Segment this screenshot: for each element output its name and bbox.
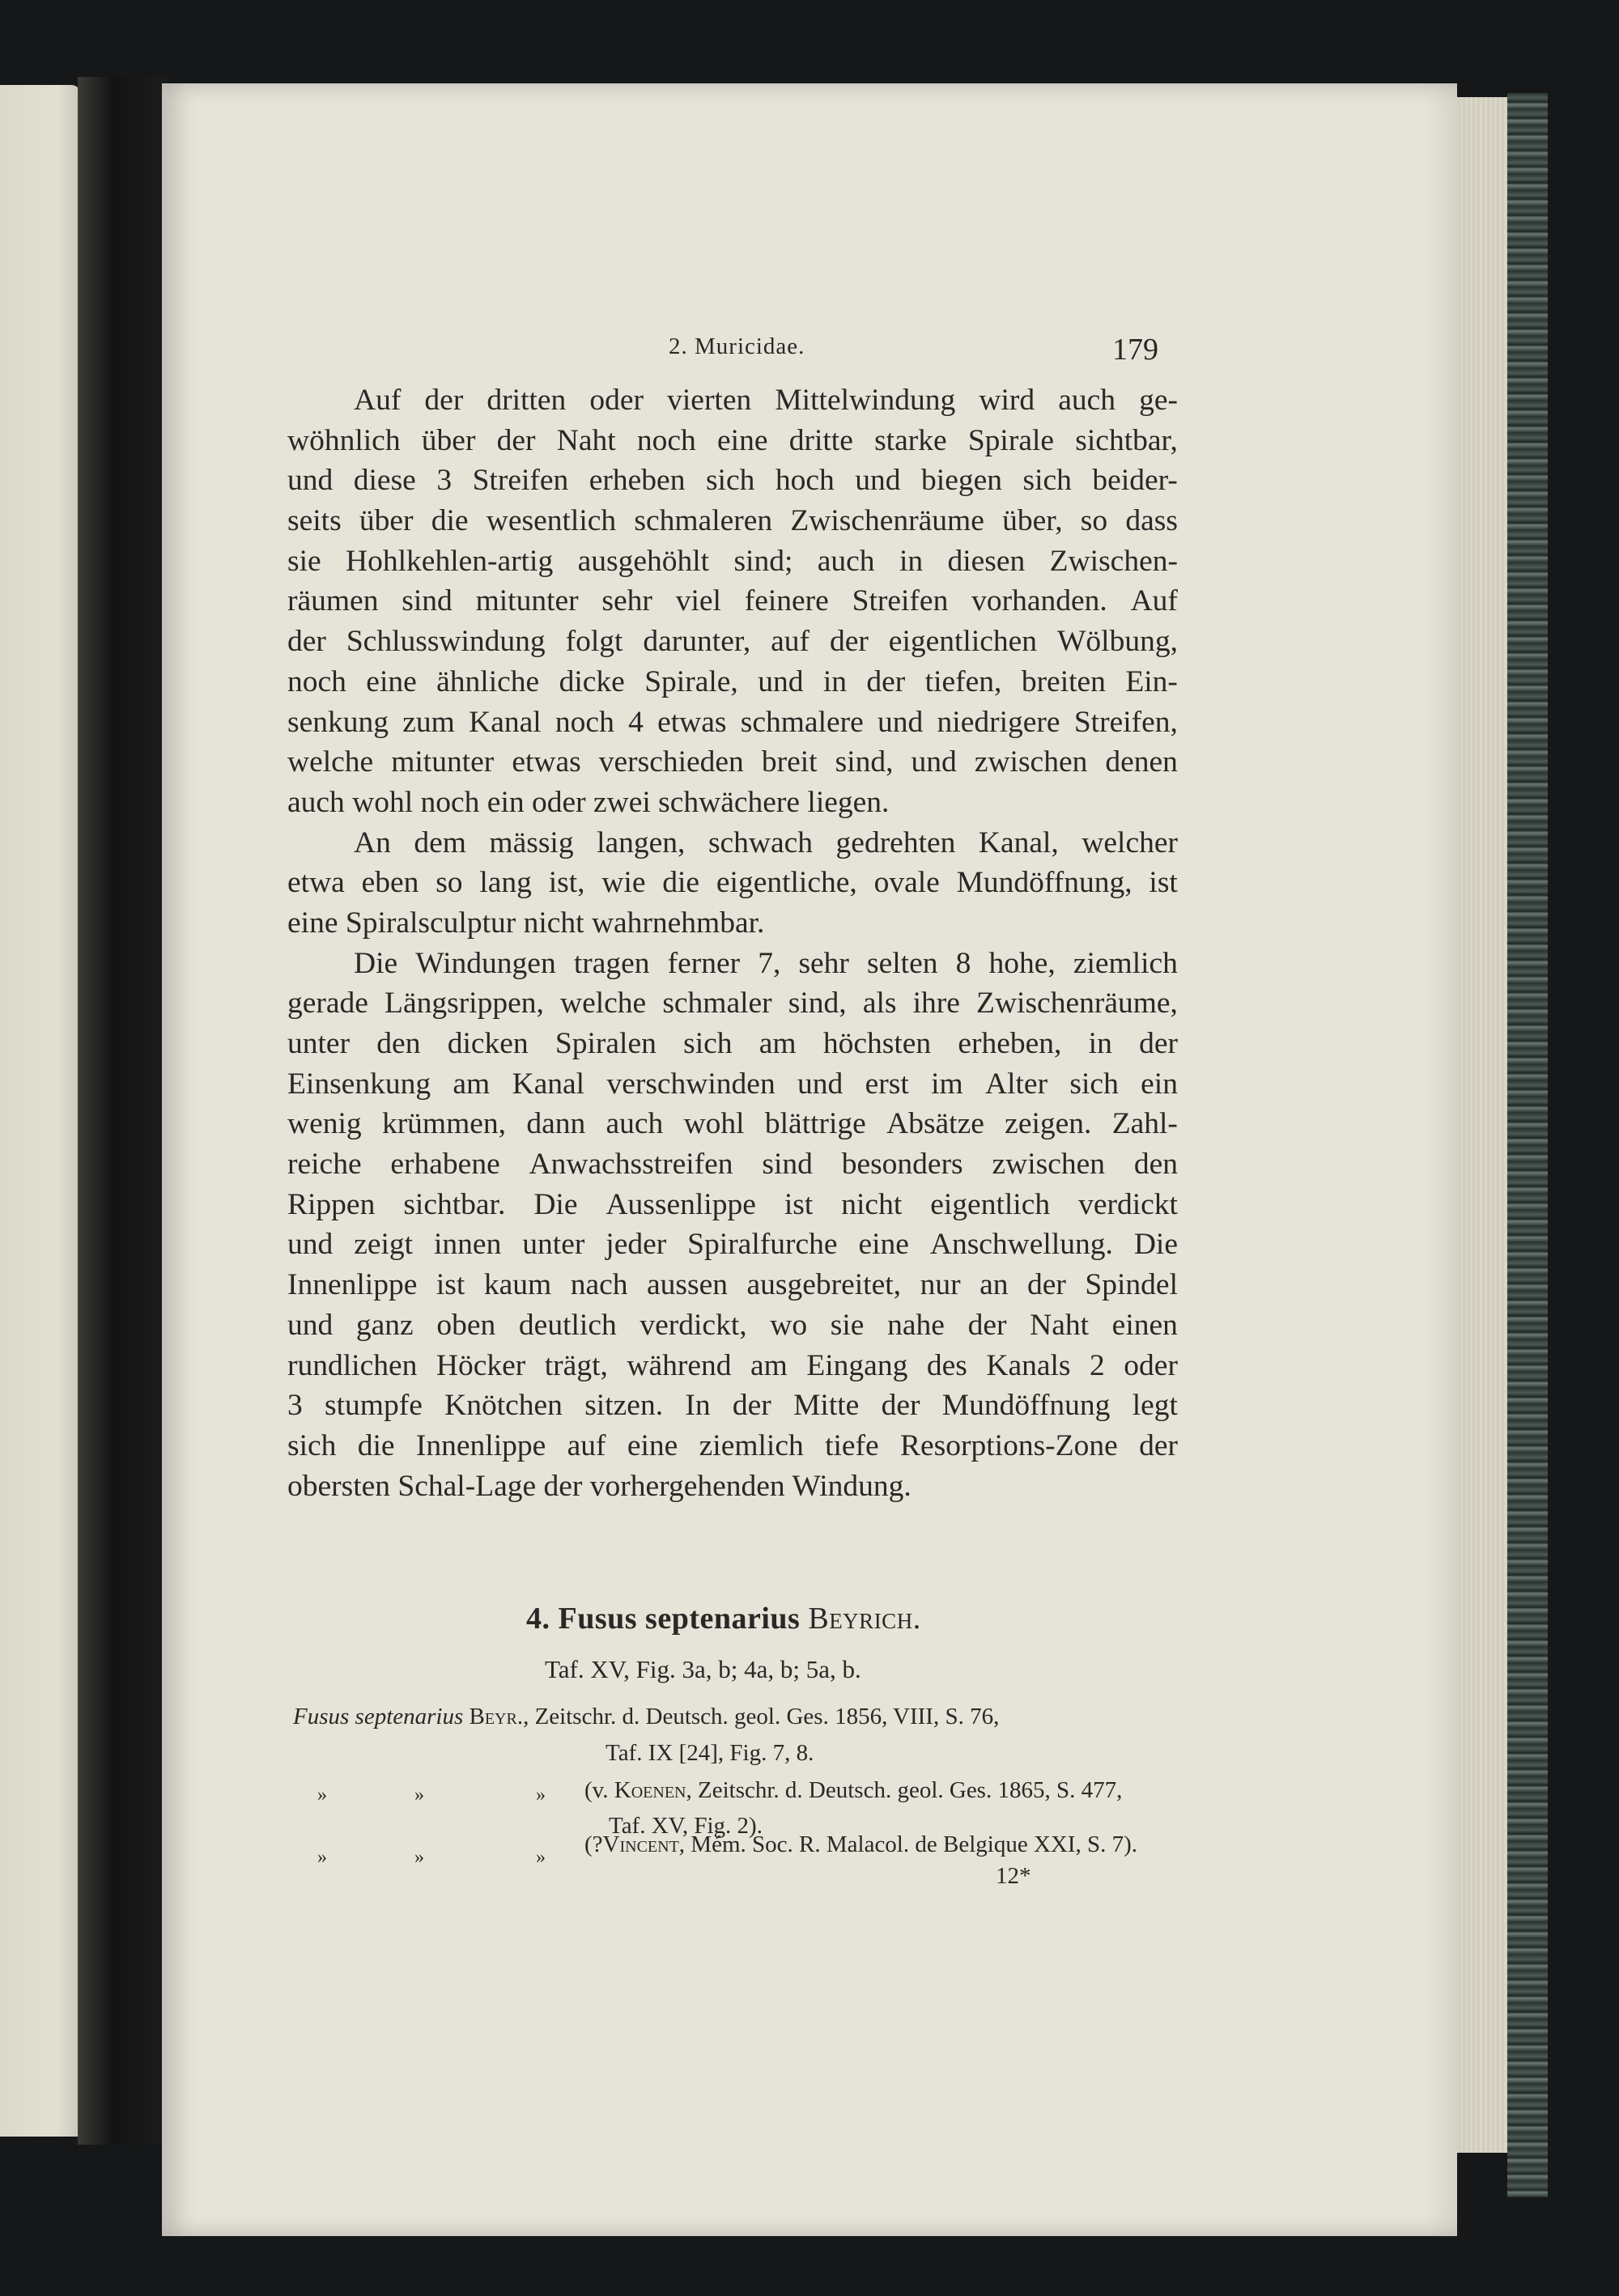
synonym-author: Koenen, [614, 1777, 692, 1803]
word: reiche [287, 1148, 362, 1182]
word: auch [606, 1107, 664, 1141]
synonymy-line-1 [293, 1704, 999, 1730]
word: zwischen [992, 1148, 1105, 1182]
word: eine [366, 664, 417, 698]
word: ausgehöhlt [577, 544, 710, 578]
synonymy-line-2 [584, 1777, 1122, 1804]
word: aussen [647, 1268, 728, 1302]
word: höchsten [822, 1027, 932, 1060]
word: sich [1022, 464, 1072, 498]
text-line [287, 702, 1178, 743]
text-line [287, 421, 1178, 461]
word: Resorptions-Zone [900, 1428, 1118, 1462]
word: denen [1105, 745, 1178, 779]
synonym-name: Fusus septenarius [293, 1704, 464, 1729]
synonym-author: Beyr., [469, 1704, 529, 1729]
word: der [866, 664, 906, 698]
word: senkung [287, 705, 389, 739]
word: des [926, 1348, 967, 1382]
word: Spindel [1085, 1268, 1178, 1302]
word: Höcker [436, 1348, 526, 1382]
word: Die [1133, 1228, 1178, 1262]
word: in [822, 664, 847, 698]
word: unter [522, 1228, 585, 1262]
word: die [662, 866, 700, 900]
text-line [287, 823, 1178, 864]
text-line [287, 1346, 1178, 1386]
synonym-reference: Mém. Soc. R. Malacol. de Belgique XXI, S. 7). [691, 1831, 1138, 1857]
word: den [376, 1027, 421, 1060]
word: 3 [287, 1389, 303, 1423]
word: sehr [798, 946, 849, 980]
word: gerade [287, 987, 368, 1021]
book-cover-edge [1507, 93, 1548, 2197]
word: biegen [921, 464, 1002, 498]
word: und [287, 464, 334, 498]
word: Spirale, [644, 664, 738, 698]
word: tragen [573, 946, 650, 980]
word: der [732, 1389, 771, 1423]
word: Eingang [806, 1348, 908, 1382]
word: diese [353, 464, 416, 498]
word: krümmen, [381, 1107, 507, 1141]
word: eben [361, 866, 419, 900]
text-line [287, 501, 1178, 541]
word: starke [874, 423, 947, 457]
word: besonders [841, 1148, 963, 1182]
word: so [1080, 504, 1108, 538]
word: erheben [589, 464, 686, 498]
word: oben [436, 1308, 496, 1342]
word: noch [636, 423, 696, 457]
text-line [287, 380, 1178, 421]
word: zeigt [354, 1228, 414, 1262]
word: zeigen. [1005, 1107, 1092, 1141]
text-line [287, 983, 1178, 1024]
word: während [627, 1348, 732, 1382]
text-line [287, 1305, 1178, 1346]
word: An [354, 825, 391, 859]
synonymy-line-1-cont: Taf. IX [24], Fig. 7, 8. [606, 1740, 814, 1766]
word: etwas [512, 745, 581, 779]
word: selten [867, 946, 938, 980]
page-number: 179 [1112, 333, 1158, 367]
text-line [287, 1144, 1178, 1185]
word: ge- [1139, 384, 1178, 417]
word: Rippen [287, 1187, 376, 1221]
word: an [979, 1268, 1009, 1302]
word: Zwischenräume [790, 504, 984, 538]
word: der [967, 1308, 1007, 1342]
word: die [431, 504, 469, 538]
word: ziemlich [1073, 946, 1178, 980]
word: ferner [667, 946, 741, 980]
text-line [287, 1104, 1178, 1144]
word: dritten [487, 384, 567, 417]
word: mitunter [391, 745, 495, 779]
previous-page-edge [0, 85, 81, 2137]
word: wohl [683, 1107, 745, 1141]
word: räumen [287, 584, 379, 618]
word: Windungen [415, 946, 556, 980]
ditto-mark: » [317, 1785, 327, 1806]
word: schmaleren [634, 504, 773, 538]
word: über [359, 504, 414, 538]
plate-reference: Taf. XV, Fig. 3a, b; 4a, b; 5a, b. [545, 1655, 861, 1683]
word: verdickt, [640, 1308, 747, 1342]
text-line [287, 944, 1178, 984]
word: wird [979, 384, 1035, 417]
synonym-prefix: (v. [584, 1777, 609, 1803]
word: Aussenlippe [606, 1187, 756, 1221]
running-title: 2. Muricidae. [669, 333, 805, 359]
word: wie [601, 866, 646, 900]
word: im [931, 1067, 963, 1101]
word: ist [1149, 866, 1178, 900]
word: am [453, 1067, 491, 1101]
ditto-mark: » [414, 1847, 424, 1868]
word: Absätze [886, 1107, 984, 1141]
word: der [829, 625, 869, 659]
book-gutter [78, 77, 167, 2145]
word: Die [354, 946, 398, 980]
word: verdickt [1078, 1187, 1178, 1221]
word: diesen [947, 544, 1026, 578]
word: etwa [287, 866, 345, 900]
word: Kanal [469, 705, 542, 739]
word: darunter, [643, 625, 751, 659]
word: eigentlichen [888, 625, 1038, 659]
word: zwischen [974, 745, 1088, 779]
word: der [496, 423, 536, 457]
word: Streifen, [1073, 705, 1178, 739]
word: sind; [733, 544, 793, 578]
word: sind [762, 1148, 813, 1182]
word: Innenlippe [287, 1268, 418, 1302]
word: 3 [436, 464, 453, 498]
ditto-mark: » [317, 1847, 327, 1868]
word: auch [1058, 384, 1115, 417]
word: noch [555, 705, 614, 739]
word: wesentlich [486, 504, 617, 538]
word: wenig [287, 1107, 362, 1141]
word: Zwischenräume, [976, 987, 1178, 1021]
word: 7, [758, 946, 781, 980]
word: tiefen, [924, 664, 1002, 698]
word: so [436, 866, 463, 900]
text-line [287, 1224, 1178, 1265]
species-name: Fusus septenarius [558, 1602, 801, 1636]
synonymy-line-2-cont: Taf. XV, Fig. 2). [609, 1813, 763, 1839]
text-line [287, 1185, 1178, 1225]
word: eigentlich [930, 1187, 1051, 1221]
synonym-prefix: (? [584, 1831, 603, 1857]
word: dass [1125, 504, 1178, 538]
word: welche [287, 745, 374, 779]
word: sind, [835, 745, 894, 779]
word: als [862, 987, 897, 1021]
word: nahe [887, 1308, 945, 1342]
word: legt [1132, 1389, 1178, 1423]
word: breiten [1021, 664, 1106, 698]
word: innen [434, 1228, 502, 1262]
word: ausgebreitet, [746, 1268, 902, 1302]
word: ovale [873, 866, 940, 900]
page-block-edge [1457, 97, 1512, 2153]
word: der [1139, 1027, 1178, 1060]
word: 2 [1090, 1348, 1105, 1382]
word: auf [567, 1428, 606, 1462]
species-author: Beyrich. [808, 1602, 921, 1636]
word: der [287, 625, 326, 659]
word: noch [287, 664, 346, 698]
word: jeder [606, 1228, 667, 1262]
word: ist [436, 1268, 465, 1302]
word: nicht [841, 1187, 903, 1221]
word: auch [817, 544, 875, 578]
word: am [750, 1348, 788, 1382]
word: folgt [565, 625, 623, 659]
word: den [1133, 1148, 1178, 1182]
text-line [287, 742, 1178, 783]
word: sich [1069, 1067, 1119, 1101]
text-line [287, 662, 1178, 702]
word: eine [627, 1428, 678, 1462]
word: Naht [556, 423, 616, 457]
text-line [287, 541, 1178, 582]
word: Alter [985, 1067, 1048, 1101]
word: Spiralen [555, 1027, 657, 1060]
synonym-author: Vincent, [602, 1831, 686, 1857]
word: Einsenkung [287, 1067, 431, 1101]
word: rundlichen [287, 1348, 418, 1382]
text-line [287, 1265, 1178, 1305]
word: Kanal, [978, 825, 1059, 859]
word: verschieden [598, 745, 744, 779]
synonym-reference: Zeitschr. d. Deutsch. geol. Ges. 1865, S. 477, [698, 1777, 1123, 1803]
word: Zahl- [1111, 1107, 1178, 1141]
word: Mundöffnung, [956, 866, 1132, 900]
word: unter [287, 1027, 351, 1060]
word: über [421, 423, 476, 457]
word: Zwischen- [1049, 544, 1178, 578]
word: der [1027, 1268, 1066, 1302]
word: dann [526, 1107, 586, 1141]
word: Auf [354, 384, 402, 417]
word: eine [717, 423, 768, 457]
text-line: eine Spiralsculptur nicht wahrnehmbar. [287, 906, 765, 940]
word: oder [589, 384, 644, 417]
word: Mittelwindung [775, 384, 956, 417]
word: trägt, [544, 1348, 608, 1382]
word: viel [675, 584, 721, 618]
word: hoch [775, 464, 835, 498]
word: Anschwellung. [929, 1228, 1113, 1262]
word: der [881, 1389, 920, 1423]
word: ist, [548, 866, 585, 900]
word: erst [865, 1067, 909, 1101]
word: hohe, [988, 946, 1056, 980]
word: Kanals [986, 1348, 1071, 1382]
word: ist [784, 1187, 814, 1221]
word: einen [1111, 1308, 1178, 1342]
word: ganz [355, 1308, 414, 1342]
signature-mark: 12* [996, 1863, 1031, 1889]
word: in [1088, 1027, 1112, 1060]
word: Die [533, 1187, 578, 1221]
word: sich [705, 464, 755, 498]
word: Streifen [472, 464, 569, 498]
body-text [287, 380, 1178, 1506]
word: sitzen. [584, 1389, 664, 1423]
word: oder [1124, 1348, 1178, 1382]
word: langen, [597, 825, 686, 859]
text-line [287, 622, 1178, 662]
word: tiefe [825, 1428, 879, 1462]
word: dicken [447, 1027, 529, 1060]
text-line [287, 1064, 1178, 1105]
species-number: 4. [526, 1602, 550, 1636]
word: Längsrippen, [385, 987, 544, 1021]
word: und [287, 1308, 334, 1342]
word: Auf [1130, 584, 1178, 618]
word: Ein- [1125, 664, 1178, 698]
word: ziemlich [699, 1428, 804, 1462]
word: Knötchen [444, 1389, 563, 1423]
word: vorhanden. [971, 584, 1107, 618]
word: und [797, 1067, 843, 1101]
text-line [287, 1426, 1178, 1466]
text-line [287, 1024, 1178, 1064]
word: Spirale [967, 423, 1055, 457]
text-line: obersten Schal-Lage der vorhergehenden Windung. [287, 1469, 911, 1503]
word: schmaler [662, 987, 772, 1021]
word: 8 [955, 946, 971, 980]
ditto-mark: » [414, 1785, 424, 1806]
word: nur [920, 1268, 961, 1302]
word: sind [402, 584, 453, 618]
text-line [287, 1386, 1178, 1426]
word: ein [1141, 1067, 1178, 1101]
word: dritte [788, 423, 853, 457]
word: am [759, 1027, 797, 1060]
word: eigentliche, [716, 866, 857, 900]
word: breit [761, 745, 818, 779]
word: seits [287, 504, 342, 538]
word: sehr [601, 584, 652, 618]
word: wöhnlich [287, 423, 401, 457]
word: und [911, 745, 957, 779]
word: ähnliche [436, 664, 540, 698]
word: eine [858, 1228, 909, 1262]
word: die [357, 1428, 395, 1462]
word: sie [830, 1308, 865, 1342]
word: und [287, 1228, 334, 1262]
text-line [287, 460, 1178, 501]
word: stumpfe [325, 1389, 423, 1423]
word: und [855, 464, 901, 498]
word: sichtbar. [403, 1187, 506, 1221]
word: 4 [628, 705, 644, 739]
word: kaum [483, 1268, 552, 1302]
text-line [287, 863, 1178, 903]
synonymy-line-3 [584, 1831, 1137, 1858]
word: zum [402, 705, 455, 739]
word: mässig [489, 825, 574, 859]
word: gedrehten [835, 825, 956, 859]
word: wo [770, 1308, 808, 1342]
word: Schlusswindung [346, 625, 546, 659]
word: Anwachsstreifen [529, 1148, 733, 1182]
word: sichtbar, [1075, 423, 1178, 457]
word: über, [1002, 504, 1063, 538]
text-line: auch wohl noch ein oder zwei schwächere liegen. [287, 785, 890, 819]
word: niedrigere [937, 705, 1060, 739]
word: sind, [788, 987, 847, 1021]
ditto-mark: » [536, 1847, 546, 1868]
word: nach [570, 1268, 628, 1302]
word: In [685, 1389, 711, 1423]
word: welcher [1081, 825, 1178, 859]
word: Innenlippe [415, 1428, 546, 1462]
word: sich [287, 1428, 337, 1462]
word: auf [771, 625, 810, 659]
text-line [287, 581, 1178, 622]
word: dem [414, 825, 466, 859]
word: sich [683, 1027, 733, 1060]
word: Spiralfurche [687, 1228, 838, 1262]
word: und [877, 705, 924, 739]
word: vierten [667, 384, 752, 417]
word: beider- [1092, 464, 1178, 498]
word: Naht [1030, 1308, 1090, 1342]
word: in [899, 544, 924, 578]
word: ihre [912, 987, 960, 1021]
word: erheben, [958, 1027, 1062, 1060]
word: mitunter [475, 584, 579, 618]
word: schmalere [740, 705, 864, 739]
word: Mundöffnung [941, 1389, 1111, 1423]
word: lang [479, 866, 532, 900]
word: blättrige [764, 1107, 866, 1141]
word: etwas [657, 705, 727, 739]
word: verschwinden [606, 1067, 776, 1101]
word: der [424, 384, 464, 417]
word: deutlich [518, 1308, 617, 1342]
species-heading [526, 1601, 921, 1636]
word: Hohlkehlen-artig [346, 544, 554, 578]
word: Mitte [793, 1389, 860, 1423]
word: Streifen [852, 584, 949, 618]
word: dicke [559, 664, 625, 698]
word: Kanal [512, 1067, 585, 1101]
word: erhabene [390, 1148, 500, 1182]
ditto-mark: » [536, 1785, 546, 1806]
synonym-reference: Zeitschr. d. Deutsch. geol. Ges. 1856, VIII, S. 76, [534, 1704, 1000, 1729]
word: sie [287, 544, 321, 578]
word: schwach [708, 825, 814, 859]
word: feinere [744, 584, 829, 618]
word: welche [560, 987, 647, 1021]
word: und [758, 664, 804, 698]
word: der [1139, 1428, 1178, 1462]
word: Wölbung, [1057, 625, 1178, 659]
